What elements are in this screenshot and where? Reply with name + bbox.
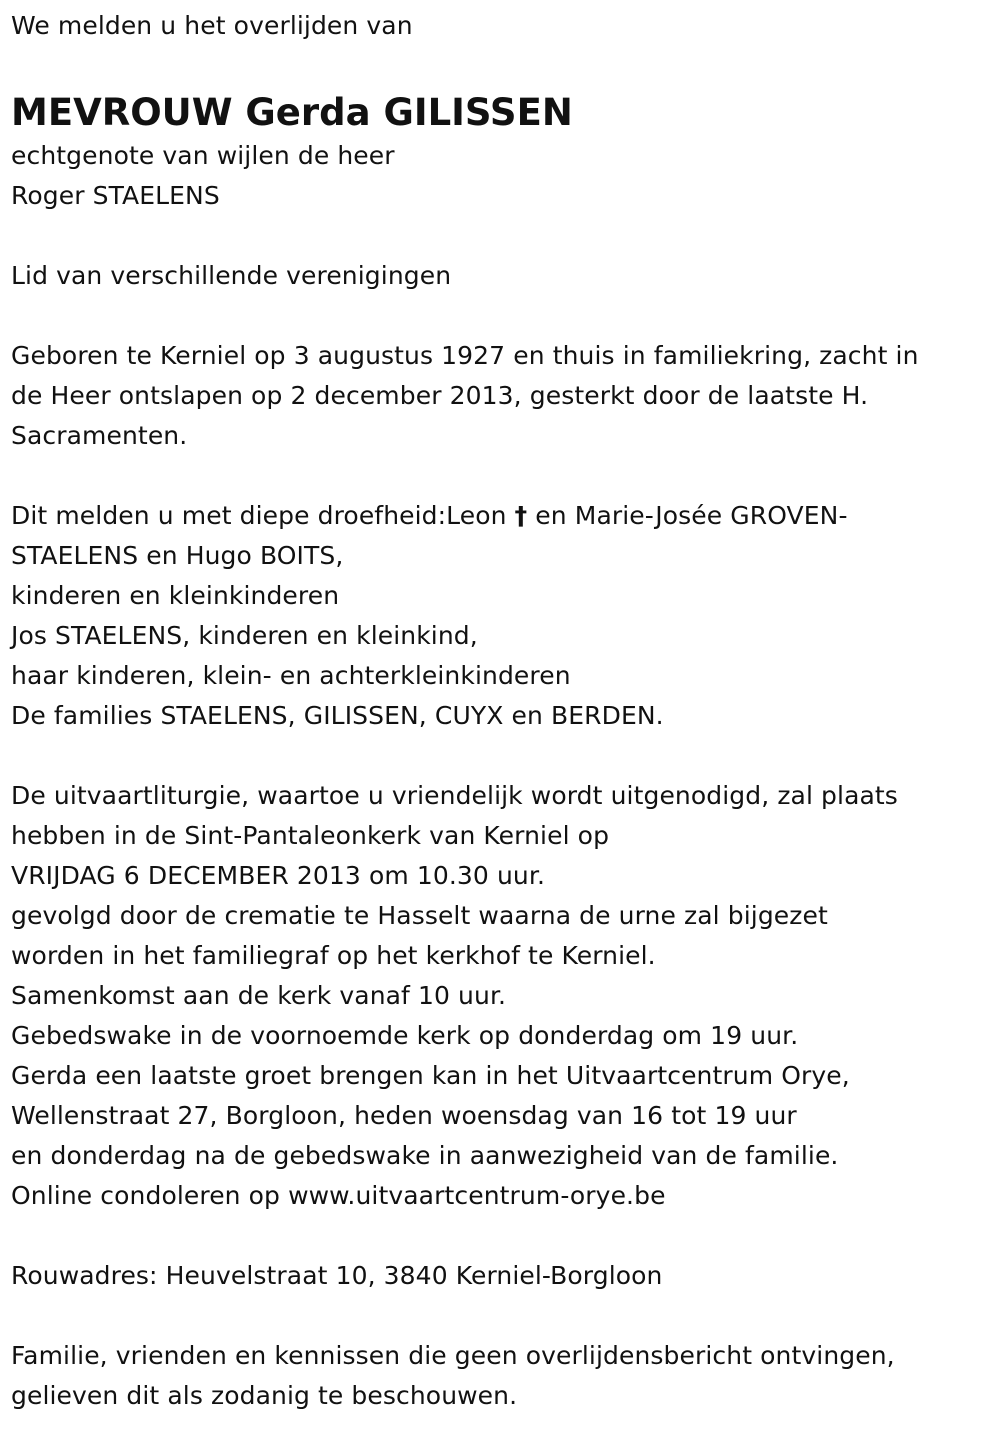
paragraph-line: de Heer ontslapen op 2 december 2013, gesterkt door de laatste H. <box>11 381 869 410</box>
paragraph-line: hebben in de Sint-Pantaleonkerk van Kerniel op <box>11 821 610 850</box>
paragraph-line: De uitvaartliturgie, waartoe u vriendelijk wordt uitgenodigd, zal plaats <box>11 781 898 810</box>
spouse-line-1: echtgenote van wijlen de heer <box>11 141 395 170</box>
spacer <box>11 1296 991 1336</box>
paragraph-line: haar kinderen, klein- en achterkleinkinderen <box>11 661 571 690</box>
birth-death-paragraph <box>11 336 991 456</box>
spacer <box>11 736 991 776</box>
paragraph-line: worden in het familiegraf op het kerkhof te Kerniel. <box>11 941 656 970</box>
spacer <box>11 1216 991 1256</box>
paragraph-line: Gebedswake in de voornoemde kerk op donderdag om 19 uur. <box>11 1021 799 1050</box>
paragraph-line: en donderdag na de gebedswake in aanwezigheid van de familie. <box>11 1141 839 1170</box>
family-intro-continued: en Marie-Josée GROVEN- <box>527 501 848 530</box>
paragraph-line: Wellenstraat 27, Borgloon, heden woensdag van 16 tot 19 uur <box>11 1101 797 1130</box>
spacer <box>11 456 991 496</box>
paragraph-line: gelieven dit als zodanig te beschouwen. <box>11 1381 518 1410</box>
paragraph-line: Samenkomst aan de kerk vanaf 10 uur. <box>11 981 507 1010</box>
family-intro-text: Dit melden u met diepe droefheid:Leon <box>11 501 515 530</box>
spouse-line-2: Roger STAELENS <box>11 181 220 210</box>
obituary-notice <box>11 0 991 1416</box>
funeral-paragraph <box>11 776 991 1216</box>
paragraph-line: kinderen en kleinkinderen <box>11 581 340 610</box>
paragraph-line: STAELENS en Hugo BOITS, <box>11 541 344 570</box>
paragraph-line <box>11 496 991 536</box>
paragraph-line: De families STAELENS, GILISSEN, CUYX en BERDEN. <box>11 701 664 730</box>
cross-icon: † <box>514 501 528 530</box>
paragraph-line: VRIJDAG 6 DECEMBER 2013 om 10.30 uur. <box>11 861 545 890</box>
paragraph-line: Jos STAELENS, kinderen en kleinkind, <box>11 621 478 650</box>
spacer <box>11 296 991 336</box>
family-paragraph <box>11 496 991 736</box>
paragraph-line: Sacramenten. <box>11 421 188 450</box>
paragraph-line: Geboren te Kerniel op 3 augustus 1927 en thuis in familiekring, zacht in <box>11 341 919 370</box>
intro-text: We melden u het overlijden van <box>11 11 413 40</box>
spacer <box>11 216 991 256</box>
mourning-address: Rouwadres: Heuvelstraat 10, 3840 Kerniel-Borgloon <box>11 1261 663 1290</box>
membership-text: Lid van verschillende verenigingen <box>11 261 452 290</box>
condolence-link-line: Online condoleren op www.uitvaartcentrum-orye.be <box>11 1181 666 1210</box>
spacer <box>11 46 991 90</box>
paragraph-line: Gerda een laatste groet brengen kan in het Uitvaartcentrum Orye, <box>11 1061 850 1090</box>
paragraph-line: Familie, vrienden en kennissen die geen overlijdensbericht ontvingen, <box>11 1341 895 1370</box>
closing-paragraph <box>11 1336 991 1416</box>
deceased-name: MEVROUW Gerda GILISSEN <box>11 91 573 134</box>
paragraph-line: gevolgd door de crematie te Hasselt waarna de urne zal bijgezet <box>11 901 828 930</box>
